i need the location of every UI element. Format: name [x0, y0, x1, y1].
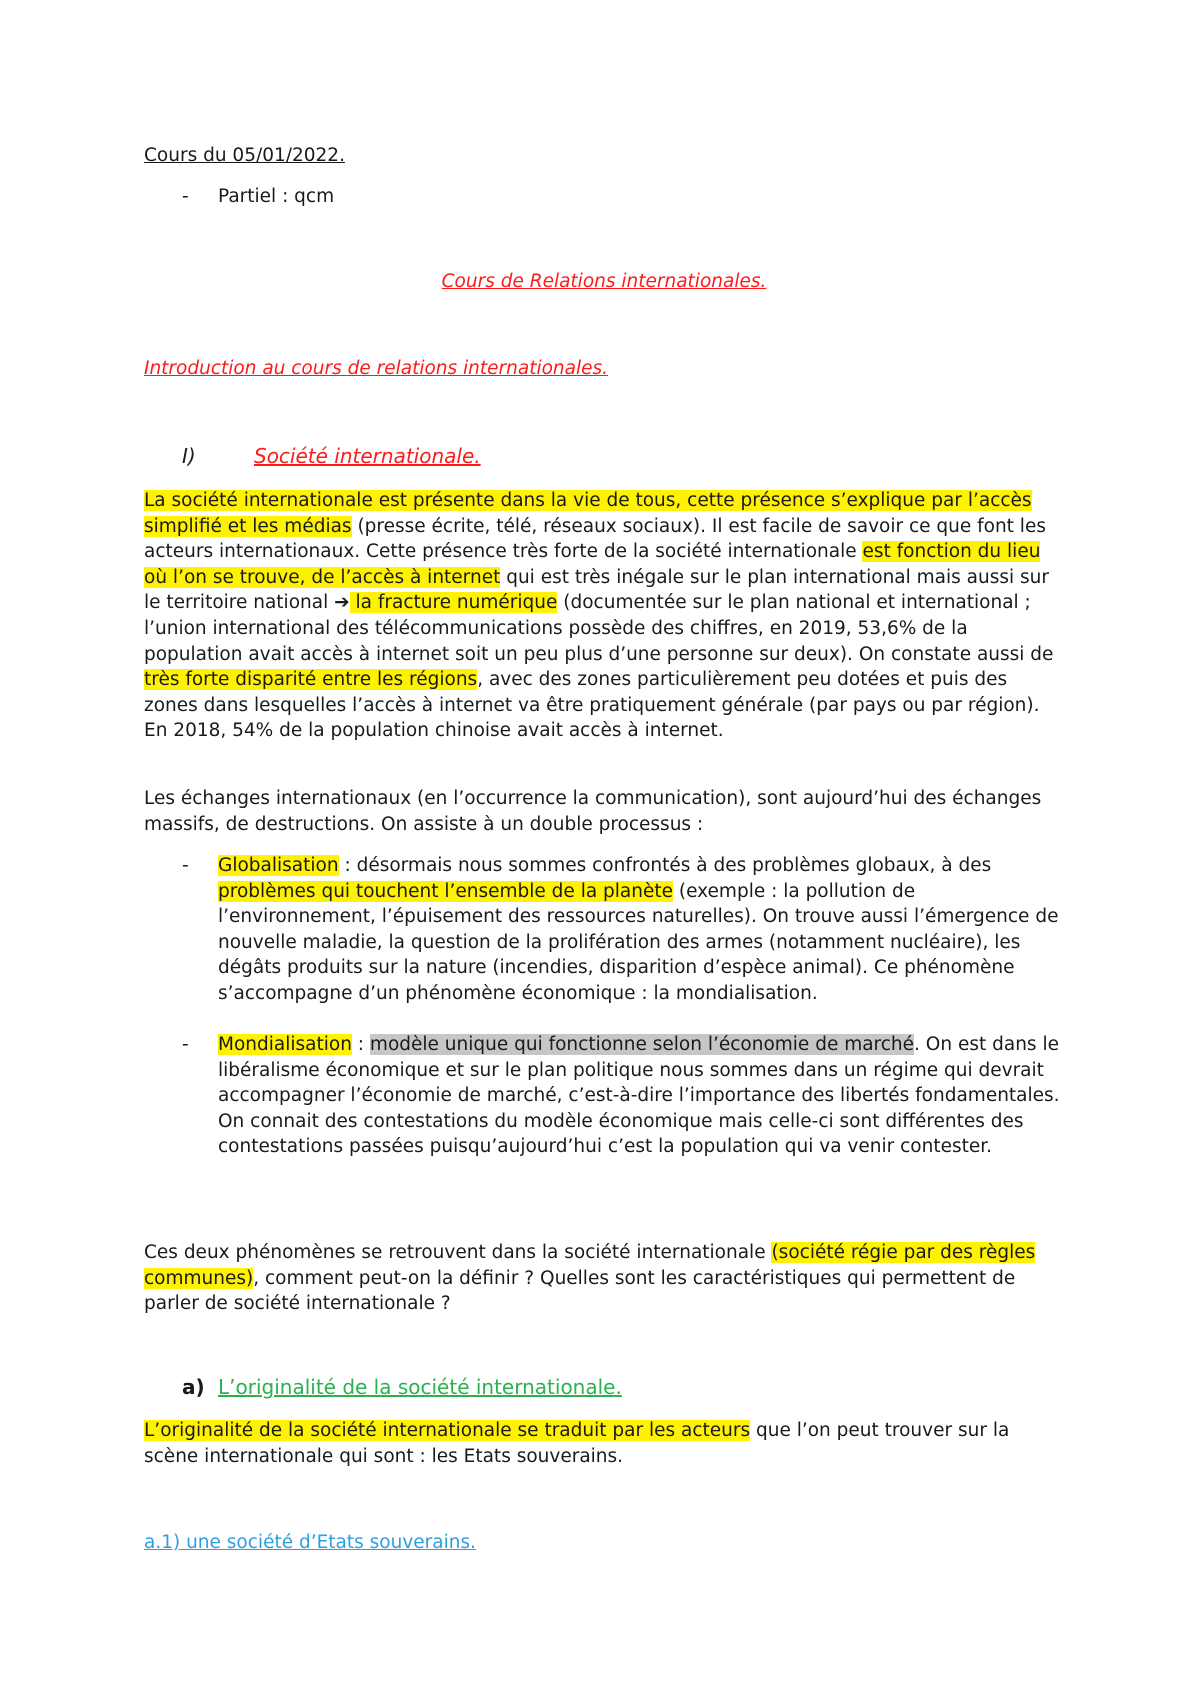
text-b1a: : désormais nous sommes confrontés à des problèmes globaux, à des [338, 855, 992, 876]
section-1-title: Société internationale. [254, 444, 481, 468]
text-1d: , avec des zones particulièrement peu dotées et puis des zones dans lesquelles l’accès à internet va être pratiquement générale (par pays ou par région). En 2018, 54% de la population chinoise avait accès à internet. [144, 669, 1040, 742]
highlight-grey-modele: modèle unique qui fonctionne selon l’économie de marché [369, 1034, 915, 1055]
text-3a: Ces deux phénomènes se retrouvent dans la société internationale [144, 1242, 772, 1263]
date-line: Cours du 05/01/2022. [144, 145, 345, 166]
bullet-globalisation-text [218, 853, 1064, 1007]
highlight-4: très forte disparité entre les régions [144, 669, 478, 691]
paragraph-4 [144, 1418, 1064, 1469]
intro-title-text: Introduction au cours de relations internationales. [144, 358, 609, 379]
highlight-problemes: problèmes qui touchent l’ensemble de la planète [218, 880, 674, 902]
bullet-dash: - [182, 855, 189, 876]
highlight-1: La société internationale est présente dans la vie de tous, cette présence s’explique par l’accès simplifié et les médias [144, 490, 1032, 537]
section-a-title: L’originalité de la société internationale. [218, 1375, 622, 1399]
intro-title [144, 356, 1064, 382]
text-1b: qui est très inégale sur le plan international mais aussi sur le territoire national [144, 566, 1049, 614]
text-b1b: (exemple : la pollution de l’environnement, l’épuisement des ressources naturelles). On trouve aussi l’émergence de nouvelle maladie, la question de la prolifération des armes (notamment nucléaire), les dégâts produits sur la nature (incendies, disparition d’espèce animal). Ce phénomène s’accompagne d’un phénomène économique : la mondialisation. [218, 880, 1059, 1004]
text-1a: (presse écrite, télé, réseaux sociaux). Il est facile de savoir ce que font les acteurs internationaux. Cette présence très forte de la société internationale [144, 515, 1046, 563]
paragraph-3 [144, 1240, 1064, 1317]
section-a-number: a) [182, 1375, 205, 1399]
paragraph-1 [144, 488, 1064, 744]
bullet-partiel [144, 184, 1064, 210]
course-title [144, 269, 1064, 295]
bullet-dash: - [182, 186, 189, 207]
highlight-mondialisation: Mondialisation [218, 1034, 352, 1055]
text-b2a: : [351, 1034, 370, 1055]
subsection-a1 [144, 1530, 1064, 1556]
subsection-a1-title: a.1) une société d’Etats souverains. [144, 1532, 476, 1553]
bullet-globalisation [144, 853, 1064, 1007]
section-1-number: I) [182, 444, 196, 468]
bullet-mondialisation-text [218, 1032, 1064, 1160]
text-1c: (documentée sur le plan national et international ; l’union international des télécommunications possède des chiffres, en 2019, 53,6% de la population avait accès à internet soit un peu plus d’une personne sur deux). On constate aussi de [144, 592, 1054, 665]
highlight-originalite: L’originalité de la société internationale se traduit par les acteurs [144, 1420, 751, 1441]
section-1-heading [144, 444, 1064, 470]
section-a-heading [144, 1375, 1064, 1401]
course-title-text: Cours de Relations internationales. [441, 271, 767, 292]
text-3b: , comment peut-on la définir ? Quelles sont les caractéristiques qui permettent de parler de société internationale ? [144, 1267, 1016, 1315]
paragraph-2: Les échanges internationaux (en l’occurrence la communication), sont aujourd’hui des échanges massifs, de destructions. On assiste à un double processus : [144, 788, 1042, 835]
arrow-icon: ➔ [334, 592, 350, 614]
highlight-2: est fonction du lieu où l’on se trouve, de l’accès à internet [144, 541, 1041, 588]
highlight-3: la fracture numérique [349, 592, 558, 614]
text-4a: que l’on peut trouver sur la scène internationale qui sont : les Etats souverains. [144, 1420, 1010, 1467]
bullet-dash: - [182, 1034, 189, 1055]
bullet-partiel-text: Partiel : qcm [218, 186, 335, 207]
highlight-globalisation: Globalisation [218, 855, 339, 876]
text-b2b: . On est dans le libéralisme économique et sur le plan politique nous sommes dans un régime qui devrait accompagner l’économie de marché, c’est-à-dire l’importance des libertés fondamentales. On connait des contestations du modèle économique mais celle-ci sont différentes des contestations passées puisqu’aujourd’hui c’est la population qui va venir contester. [218, 1034, 1060, 1158]
highlight-regles: (société régie par des règles communes) [144, 1242, 1036, 1289]
bullet-mondialisation [144, 1032, 1064, 1160]
